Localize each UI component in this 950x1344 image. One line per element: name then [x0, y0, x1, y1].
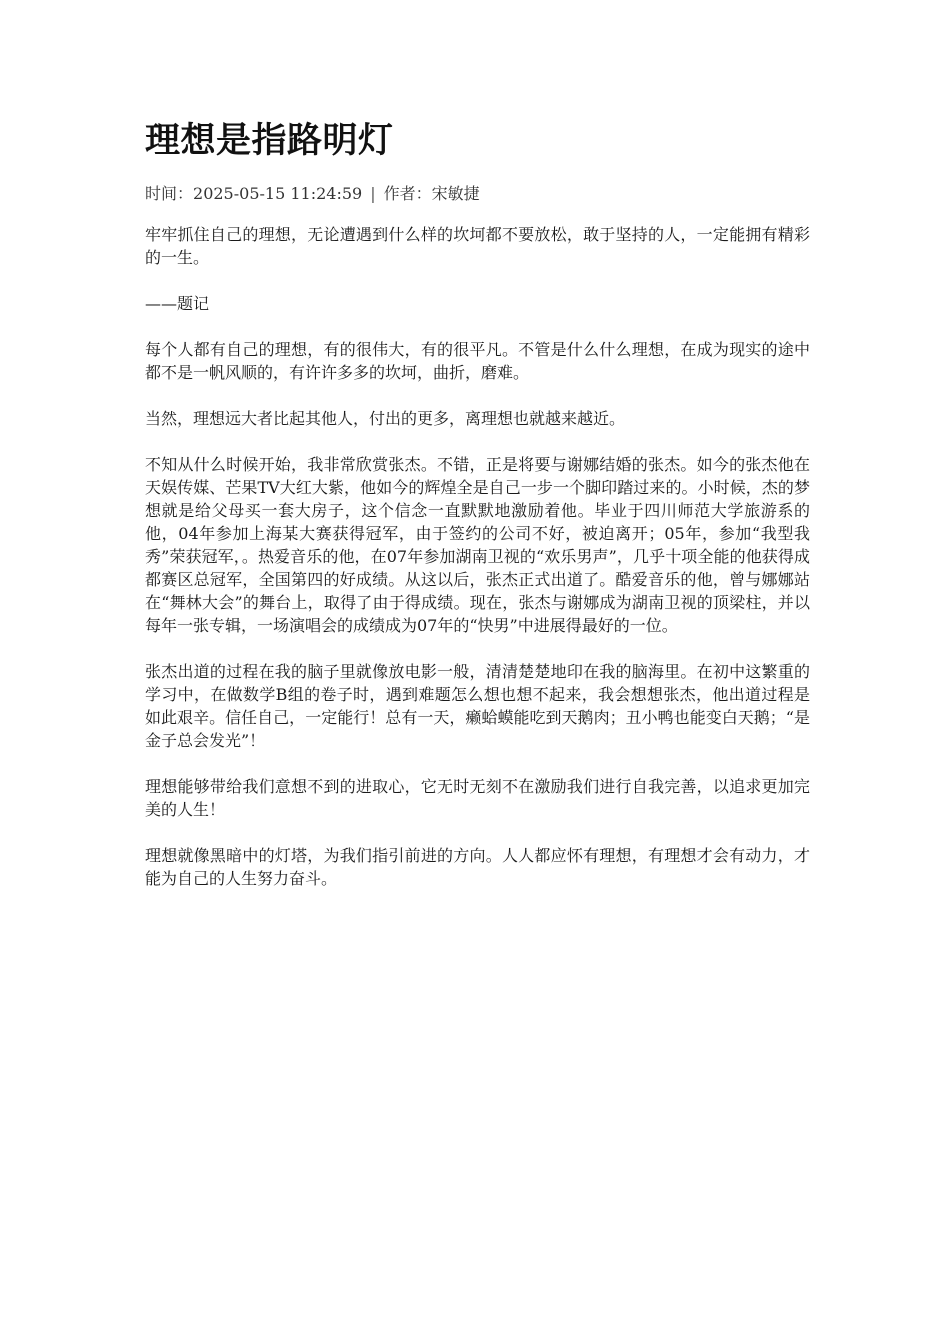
- paragraph: 理想能够带给我们意想不到的进取心，它无时无刻不在激励我们进行自我完善，以追求更加完美的人生！: [145, 777, 810, 819]
- article-body: [145, 223, 810, 890]
- publish-time: 2025-05-15 11:24:59: [193, 184, 363, 203]
- paragraph: 当然，理想远大者比起其他人，付出的更多，离理想也就越来越近。: [145, 409, 626, 428]
- author-name: 宋敏捷: [431, 184, 480, 203]
- paragraph: 牢牢抓住自己的理想，无论遭遇到什么样的坎坷都不要放松，敢于坚持的人，一定能拥有精彩的一生。: [145, 225, 810, 267]
- article-title: 理想是指路明灯: [145, 121, 394, 161]
- paragraph: 理想就像黑暗中的灯塔，为我们指引前进的方向。人人都应怀有理想，有理想才会有动力，才能为自己的人生努力奋斗。: [145, 846, 810, 888]
- paragraph: 不知从什么时候开始，我非常欣赏张杰。不错，正是将要与谢娜结婚的张杰。如今的张杰他在天娱传媒、芒果TV大红大紫，他如今的辉煌全是自己一步一个脚印踏过来的。小时候，杰的梦想就是给父母买一套大房子，这个信念一直默默地激励着他。毕业于四川师范大学旅游系的他，04年参加上海某大赛获得冠军，由于签约的公司不好，被迫离开；05年，参加“我型我秀”荣获冠军，。热爱音乐的他，在07年参加湖南卫视的“欢乐男声”，几乎十项全能的他获得成都赛区总冠军，全国第四的好成绩。从这以后，张杰正式出道了。酷爱音乐的他，曾与娜娜站在“舞林大会”的舞台上，取得了由于得成绩。现在，张杰与谢娜成为湖南卫视的顶梁柱，并以每年一张专辑，一场演唱会的成绩成为07年的“快男”中进展得最好的一位。: [145, 455, 810, 635]
- article: [145, 118, 810, 913]
- paragraph: 张杰出道的过程在我的脑子里就像放电影一般，清清楚楚地印在我的脑海里。在初中这繁重的学习中，在做数学B组的卷子时，遇到难题怎么想也想不起来，我会想想张杰，他出道过程是如此艰辛。信任自己，一定能行！总有一天，癞蛤蟆能吃到天鹅肉；丑小鸭也能变白天鹅；“是金子总会发光”！: [145, 662, 810, 750]
- author-label: 作者：: [383, 184, 432, 203]
- time-label: 时间：: [145, 184, 194, 203]
- paragraph: 每个人都有自己的理想，有的很伟大，有的很平凡。不管是什么什么理想，在成为现实的途中都不是一帆风顺的，有许许多多的坎坷，曲折，磨难。: [145, 340, 810, 382]
- article-meta: [145, 181, 810, 207]
- epigraph-attribution: ——题记: [145, 294, 210, 313]
- meta-separator: |: [370, 184, 376, 203]
